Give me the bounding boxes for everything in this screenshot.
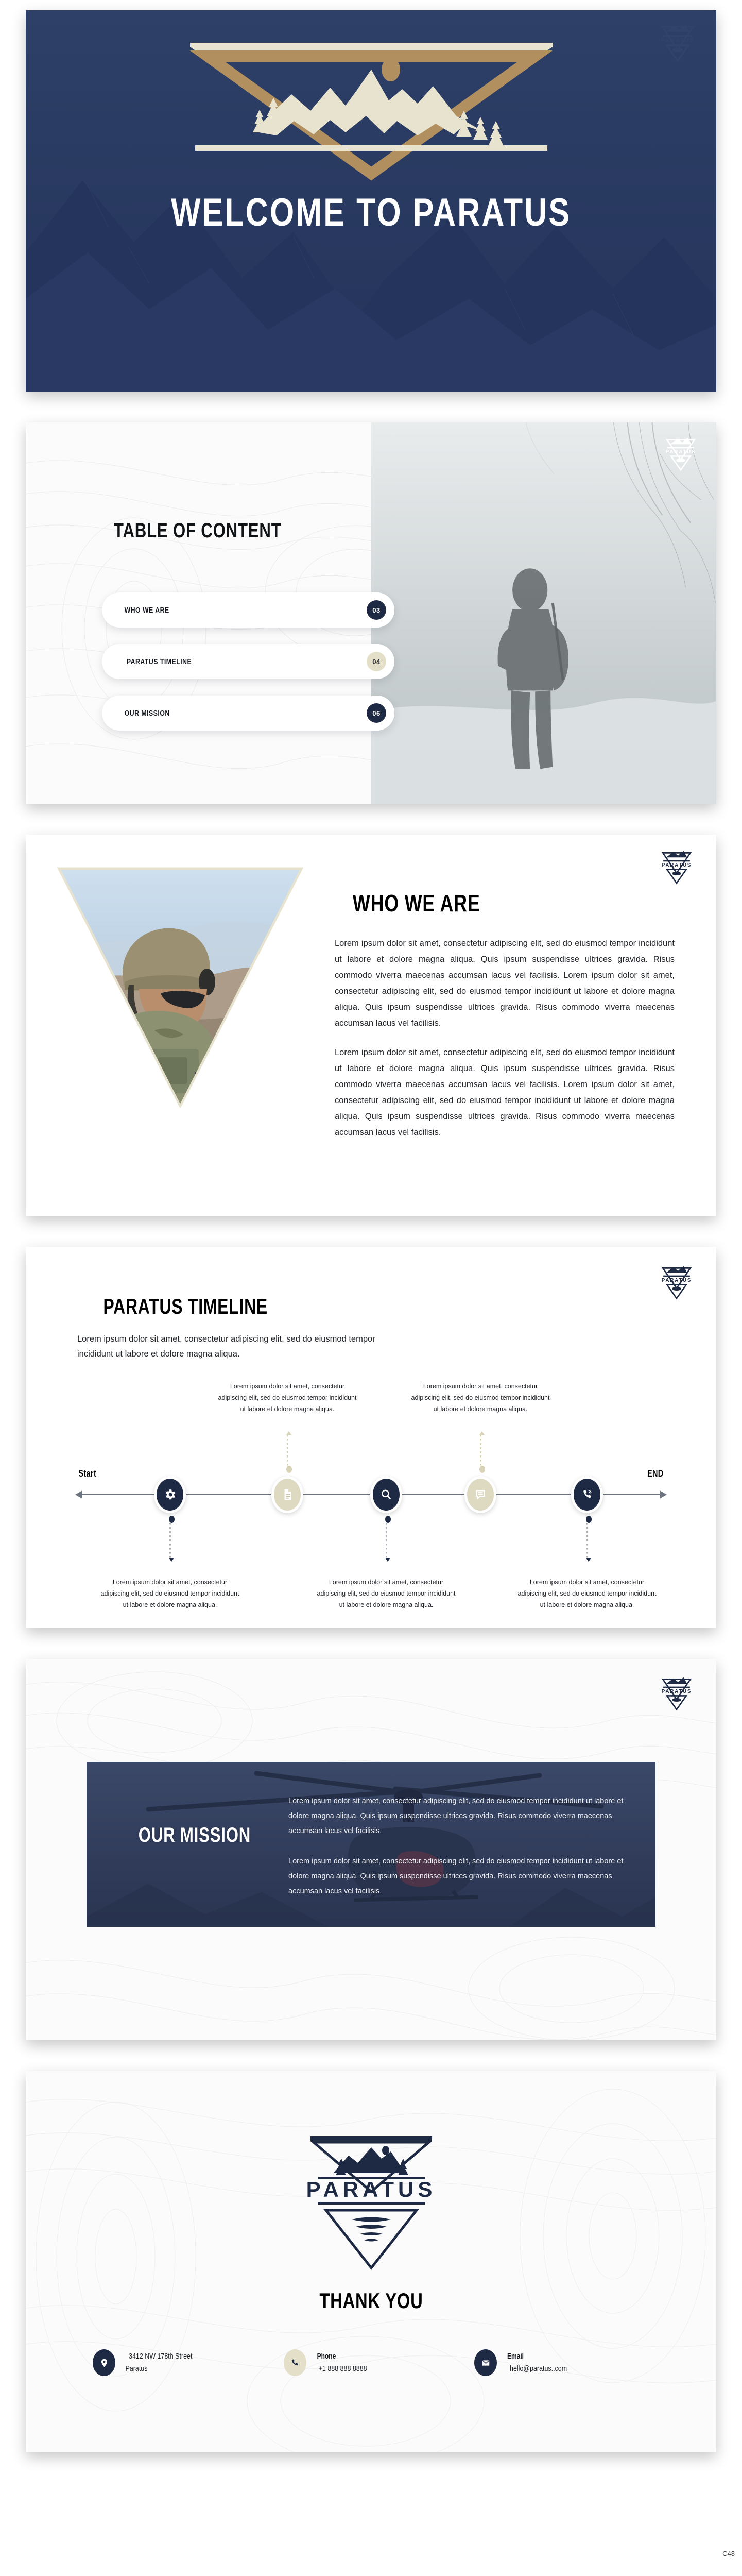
contact-value: +1 888 888 8888 [318, 2365, 367, 2373]
slide1-logo [26, 39, 716, 183]
contact-value: Paratus [125, 2365, 148, 2373]
paragraph: Lorem ipsum dolor sit amet, consectetur adipiscing elit, sed do eiusmod tempor incididunt ut labore et dolore magna aliqua. Quis ipsum suspendisse ultrices gravida. Risus commodo viverra maecenas accumsan lacus vel facilisis. Lorem ipsum dolor sit amet, consectetur adipiscing elit, sed do eiusmod tempor incididunt ut labore et dolore magna aliqua. Quis ipsum suspendisse ultrices gravida. Risus commodo viverra maecenas accumsan lacus vel facilisis. [335, 1048, 675, 1137]
slide-table-of-content[interactable] [26, 422, 716, 804]
timeline-caption-4: Lorem ipsum dolor sit amet, consectetur adipiscing elit, sed do eiusmod tempor incididunt ut labore et dolore magna aliqua. [411, 1383, 550, 1413]
slide4-subtitle: Lorem ipsum dolor sit amet, consectetur adipiscing elit, sed do eiusmod tempor incididunt ut labore et dolore magna aliqua. [77, 1334, 375, 1359]
timeline-connector-4 [479, 1431, 481, 1476]
slide3-title-text: WHO WE ARE [352, 890, 480, 917]
timeline-arrow-left-icon [75, 1490, 82, 1499]
paratus-badge-watermark [659, 22, 697, 64]
paratus-logo [304, 2133, 438, 2277]
timeline-connector-2 [286, 1431, 288, 1476]
mission-panel [87, 1762, 655, 1927]
logo-wordmark: PARATUS [306, 2177, 436, 2201]
contact-label: Email [507, 2352, 524, 2361]
toc-item-our-mission[interactable] [102, 696, 394, 731]
gear-icon [163, 1488, 177, 1501]
paratus-badge-watermark [660, 1674, 694, 1713]
timeline-node-2[interactable] [271, 1476, 303, 1513]
page-title [77, 1296, 294, 1317]
thank-you-text: THANK YOU [319, 2289, 423, 2313]
page-title [335, 891, 675, 915]
paragraph: Lorem ipsum dolor sit amet, consectetur adipiscing elit, sed do eiusmod tempor incididunt ut labore et dolore magna aliqua. Quis ipsum suspendisse ultrices gravida. Risus commodo viverra maecenas accumsan lacus vel facilisis. [288, 1857, 624, 1895]
contact-address[interactable] [93, 2349, 268, 2376]
envelope-icon-wrap [474, 2349, 497, 2376]
page-code: C48 [722, 2550, 735, 2557]
thank-you-logo [26, 2133, 716, 2277]
timeline-node-3[interactable] [370, 1476, 402, 1513]
soldier-in-snow-photo [371, 422, 716, 804]
paratus-badge-watermark [660, 848, 694, 886]
slide-who-we-are[interactable] [26, 835, 716, 1216]
slide-welcome[interactable] [26, 10, 716, 392]
timeline-arrow-right-icon [660, 1490, 667, 1499]
paratus-mountain-logo [176, 39, 567, 183]
chat-bubble-icon [474, 1488, 487, 1501]
timeline-start-label: Start [78, 1468, 97, 1479]
slide5-title-text: OUR MISSION [138, 1824, 251, 1846]
location-pin-icon-wrap [93, 2349, 115, 2376]
timeline-caption-1: Lorem ipsum dolor sit amet, consectetur adipiscing elit, sed do eiusmod tempor incididunt ut labore et dolore magna aliqua. [100, 1579, 239, 1608]
paratus-badge-watermark [660, 1263, 694, 1301]
page-title [123, 1825, 267, 1845]
document-icon [281, 1488, 294, 1501]
magnifier-icon [379, 1488, 393, 1501]
page-title [90, 520, 305, 541]
svg-text:PARATUS: PARATUS [665, 449, 696, 455]
slide3-text-block [335, 891, 675, 1154]
slide2-title-text: TABLE OF CONTENT [113, 519, 282, 542]
contact-row [93, 2349, 649, 2376]
table-of-content-list [102, 592, 394, 747]
toc-item-who-we-are[interactable] [102, 592, 394, 628]
slide-thank-you[interactable] [26, 2071, 716, 2452]
slide-our-mission[interactable] [26, 1659, 716, 2040]
toc-label: WHO WE ARE [124, 605, 169, 615]
timeline-caption-5: Lorem ipsum dolor sit amet, consectetur adipiscing elit, sed do eiusmod tempor incididunt ut labore et dolore magna aliqua. [517, 1579, 657, 1608]
timeline-node-1[interactable] [154, 1476, 186, 1513]
contact-value: hello@paratus..com [510, 2365, 567, 2373]
svg-text:PARATUS: PARATUS [661, 1278, 692, 1284]
svg-text:PARATUS: PARATUS [661, 862, 692, 869]
contact-phone[interactable] [284, 2349, 459, 2376]
slide5-text-block [288, 1794, 628, 1914]
slide1-title-text: WELCOME TO PARATUS [170, 191, 572, 234]
timeline-caption-3: Lorem ipsum dolor sit amet, consectetur adipiscing elit, sed do eiusmod tempor incididunt ut labore et dolore magna aliqua. [317, 1579, 456, 1608]
toc-number-badge: 03 [367, 600, 386, 620]
toc-item-paratus-timeline[interactable] [102, 644, 394, 679]
paragraph: Lorem ipsum dolor sit amet, consectetur adipiscing elit, sed do eiusmod tempor incididunt ut labore et dolore magna aliqua. Quis ipsum suspendisse ultrices gravida. Risus commodo viverra maecenas accumsan lacus vel facilisis. [288, 1797, 624, 1835]
location-pin-icon [99, 2358, 109, 2368]
timeline [26, 1383, 716, 1618]
svg-text:PARATUS: PARATUS [661, 1689, 692, 1695]
contact-label: Phone [317, 2352, 336, 2361]
timeline-connector-5 [586, 1516, 588, 1567]
toc-label: PARATUS TIMELINE [126, 657, 192, 666]
contact-label: 3412 NW 178th Street [129, 2352, 193, 2361]
slide3-photo [57, 866, 304, 1108]
timeline-node-5[interactable] [571, 1476, 603, 1513]
timeline-node-4[interactable] [464, 1476, 496, 1513]
thank-you-title [26, 2290, 716, 2312]
toc-number-badge: 06 [367, 703, 386, 723]
toc-label: OUR MISSION [124, 708, 170, 718]
timeline-connector-1 [169, 1516, 171, 1567]
paratus-badge-watermark [664, 435, 698, 473]
phone-ring-icon [580, 1488, 594, 1501]
toc-number-badge: 04 [367, 652, 386, 671]
soldier-helmet-photo [57, 866, 304, 1108]
phone-icon-wrap [284, 2349, 306, 2376]
svg-text:PARATUS: PARATUS [661, 38, 695, 44]
paragraph: Lorem ipsum dolor sit amet, consectetur adipiscing elit, sed do eiusmod tempor incididunt ut labore et dolore magna aliqua. Quis ipsum suspendisse ultrices gravida. Risus commodo viverra maecenas accumsan lacus vel facilisis. Lorem ipsum dolor sit amet, consectetur adipiscing elit, sed do eiusmod tempor incididunt ut labore et dolore magna aliqua. Quis ipsum suspendisse ultrices gravida. Risus commodo viverra maecenas accumsan lacus vel facilisis. [335, 939, 675, 1028]
timeline-connector-3 [385, 1516, 387, 1567]
slide4-title-text: PARATUS TIMELINE [103, 1294, 268, 1318]
page-title [26, 193, 716, 232]
contact-email[interactable] [474, 2349, 649, 2376]
timeline-caption-2: Lorem ipsum dolor sit amet, consectetur adipiscing elit, sed do eiusmod tempor incididunt ut labore et dolore magna aliqua. [218, 1383, 357, 1413]
envelope-icon [481, 2358, 491, 2368]
phone-icon [290, 2358, 300, 2368]
timeline-end-label: END [647, 1468, 664, 1479]
slide2-photo [371, 422, 717, 804]
slide-paratus-timeline[interactable] [26, 1247, 716, 1628]
